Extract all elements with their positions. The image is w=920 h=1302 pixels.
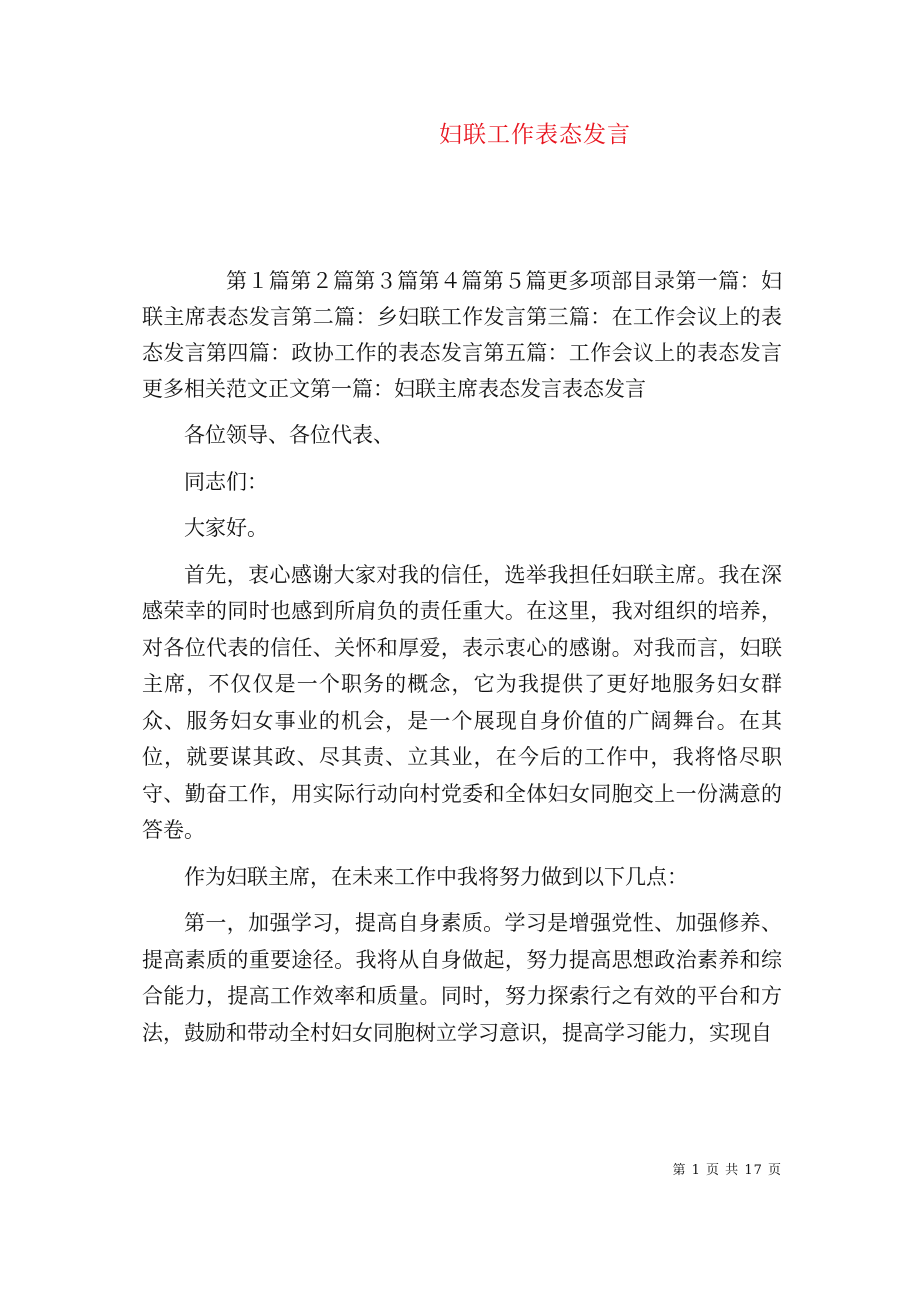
document-body (142, 263, 782, 1061)
toc-paragraph: 第１篇第２篇第３篇第４篇第５篇更多项部目录第一篇：妇联主席表态发言第二篇：乡妇联工作发言第三篇：在工作会议上的表态发言第四篇：政协工作的表态发言第五篇：工作会议上的表态发言更多相关范文正文第一篇：妇联主席表态发言表态发言 (142, 269, 782, 401)
greeting-line: 大家好。 (184, 516, 268, 540)
page-number-footer: 第 1 页 共 17 页 (672, 1163, 782, 1178)
body-paragraph: 首先，衷心感谢大家对我的信任，选举我担任妇联主席。我在深感荣幸的同时也感到所肩负的责任重大。在这里，我对组织的培养，对各位代表的信任、关怀和厚爱，表示衷心的感谢。对我而言，妇联主席，不仅仅是一个职务的概念，它为我提供了更好地服务妇女群众、服务妇女事业的机会，是一个展现自身价值的广阔舞台。在其位，就要谋其政、尽其责、立其业，在今后的工作中，我将恪尽职守、勤奋工作，用实际行动向村党委和全体妇女同胞交上一份满意的答卷。 (142, 562, 782, 842)
salutation-line: 同志们： (184, 469, 268, 494)
document-title: 妇联工作表态发言 (439, 122, 631, 148)
salutation-line: 各位领导、各位代表、 (184, 423, 394, 447)
body-paragraph: 第一，加强学习，提高自身素质。学习是增强党性、加强修养、提高素质的重要途径。我将从自身做起，努力提高思想政治素养和综合能力，提高工作效率和质量。同时，努力探索行之有效的平台和方法，鼓励和带动全村妇女同胞树立学习意识，提高学习能力，实现自 (142, 911, 782, 1045)
body-paragraph: 作为妇联主席，在未来工作中我将努力做到以下几点： (184, 864, 688, 889)
